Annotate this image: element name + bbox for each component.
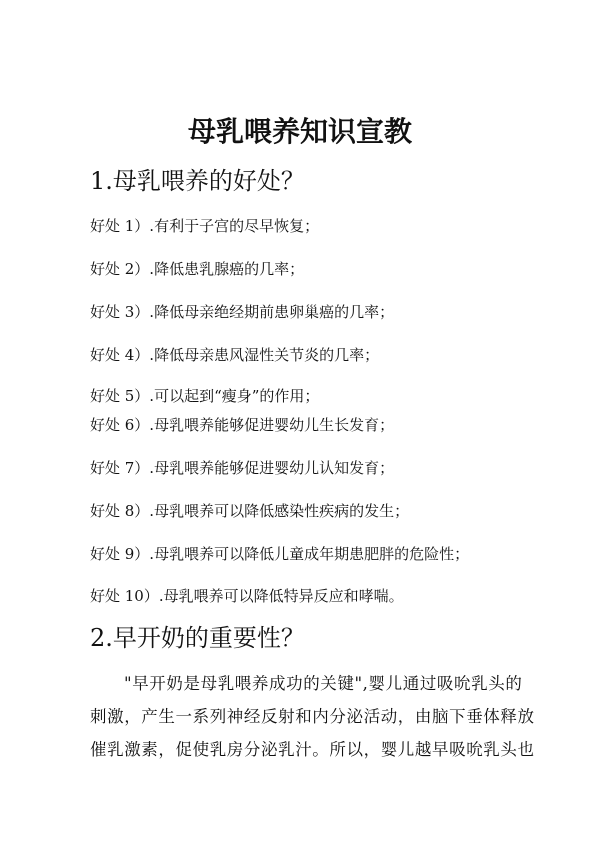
paragraph-line-1: "早开奶是母乳喂养成功的关键",婴儿通过吸吮乳头的: [124, 674, 523, 693]
benefit-item-3: 好处 3）.降低母亲绝经期前患卵巢癌的几率；: [90, 303, 395, 321]
section-heading-benefits: 1.母乳喂养的好处？: [90, 167, 305, 195]
benefit-item-10: 好处 10）.母乳喂养可以降低特异反应和哮喘。: [90, 587, 404, 605]
benefit-item-8: 好处 8）.母乳喂养可以降低感染性疾病的发生；: [90, 502, 410, 520]
benefit-item-2: 好处 2）.降低患乳腺癌的几率；: [90, 260, 305, 278]
benefit-item-9: 好处 9）.母乳喂养可以降低儿童成年期患肥胖的危险性；: [90, 545, 470, 563]
benefit-item-6: 好处 6）.母乳喂养能够促进婴幼儿生长发育；: [90, 416, 395, 434]
benefit-item-5: 好处 5）.可以起到“瘦身”的作用；: [90, 387, 320, 405]
benefit-item-1: 好处 1）.有利于子宫的尽早恢复；: [90, 217, 320, 235]
paragraph-line-3: 催乳激素，促使乳房分泌乳汁。所以，婴儿越早吸吮乳头也: [90, 740, 535, 759]
paragraph-line-2: 刺激，产生一系列神经反射和内分泌活动，由脑下垂体释放: [90, 707, 535, 726]
section-heading-early-feeding: 2.早开奶的重要性？: [90, 624, 305, 652]
benefit-item-4: 好处 4）.降低母亲患风湿性关节炎的几率；: [90, 346, 380, 364]
document-title: 母乳喂养知识宣教: [187, 115, 412, 148]
benefit-item-7: 好处 7）.母乳喂养能够促进婴幼儿认知发育；: [90, 459, 395, 477]
